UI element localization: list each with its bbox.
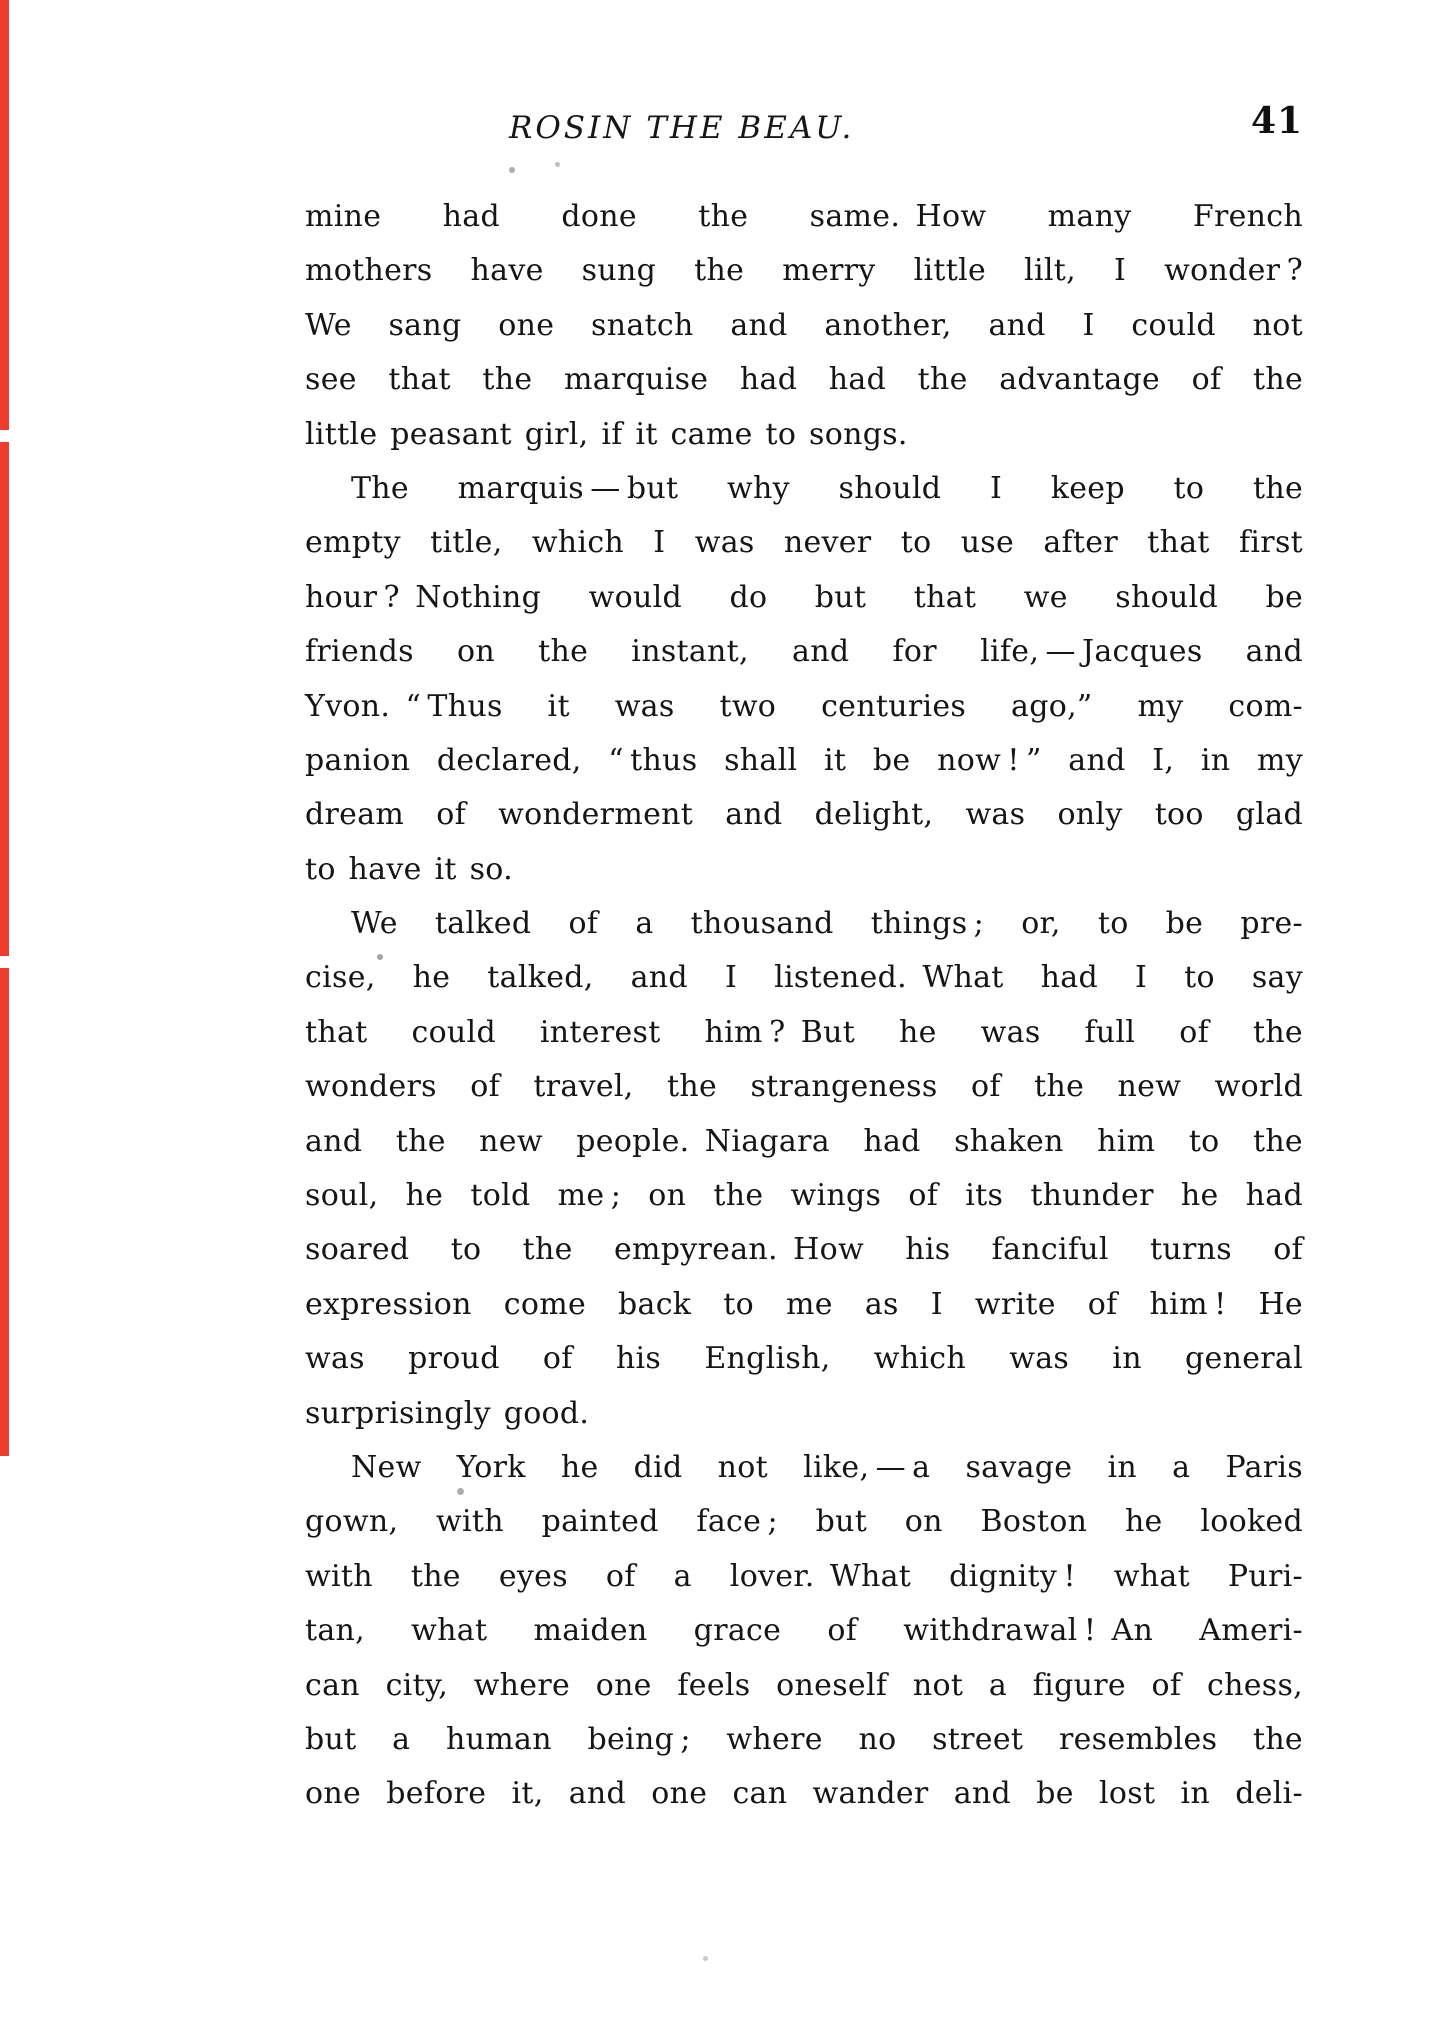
text-line: New York he did not like, — a savage in a Paris: [351, 1449, 1303, 1485]
running-title: ROSIN THE BEAU.: [509, 110, 855, 146]
text-line: surprisingly good.: [305, 1395, 590, 1431]
text-line: panion declared, “ thus shall it be now ! ” and I, in my: [305, 742, 1303, 778]
text-line: can city, where one feels oneself not a figure of chess,: [305, 1667, 1303, 1703]
text-line: wonders of travel, the strangeness of the new world: [305, 1069, 1303, 1105]
body-text: [305, 190, 1303, 1822]
text-line: friends on the instant, and for life, — Jacques and: [305, 634, 1303, 670]
edge-segment: [0, 0, 9, 430]
scan-speck: [555, 162, 560, 167]
text-line: We sang one snatch and another, and I could not: [305, 307, 1303, 343]
text-line: soared to the empyrean. How his fanciful turns of: [305, 1232, 1303, 1268]
text-line: The marquis — but why should I keep to the: [351, 470, 1303, 506]
text-line: empty title, which I was never to use after that first: [305, 525, 1303, 561]
page-number: 41: [1251, 100, 1304, 142]
text-line: one before it, and one can wander and be lost in deli-: [305, 1776, 1303, 1812]
text-line: mothers have sung the merry little lilt, I wonder ?: [305, 253, 1303, 289]
text-line: to have it so.: [305, 851, 513, 887]
text-line: dream of wonderment and delight, was only too glad: [305, 797, 1303, 833]
text-line: was proud of his English, which was in general: [305, 1341, 1303, 1377]
text-line: cise, he talked, and I listened. What had I to say: [305, 960, 1303, 996]
text-line: hour ? Nothing would do but that we should be: [305, 579, 1303, 615]
text-line: soul, he told me ; on the wings of its thunder he had: [305, 1178, 1303, 1214]
text-line: gown, with painted face ; but on Boston he looked: [305, 1504, 1303, 1540]
text-line: little peasant girl, if it came to songs.: [305, 416, 908, 452]
text-line: We talked of a thousand things ; or, to be pre-: [351, 906, 1303, 942]
edge-segment: [0, 968, 9, 1456]
text-line: with the eyes of a lover. What dignity ! what Puri-: [305, 1558, 1303, 1594]
scan-speck: [457, 1488, 464, 1495]
scan-speck: [377, 954, 383, 960]
edge-segment: [0, 442, 9, 956]
text-line: but a human being ; where no street resembles the: [305, 1721, 1303, 1757]
scan-speck: [703, 1956, 708, 1961]
scan-speck: [509, 167, 515, 173]
text-line: and the new people. Niagara had shaken him to the: [305, 1123, 1303, 1159]
text-line: see that the marquise had had the advantage of the: [305, 362, 1303, 398]
text-line: tan, what maiden grace of withdrawal ! An Ameri-: [305, 1613, 1303, 1649]
text-line: that could interest him ? But he was full of the: [305, 1014, 1303, 1050]
text-line: expression come back to me as I write of him ! He: [305, 1286, 1303, 1322]
text-line: mine had done the same. How many French: [305, 199, 1303, 234]
text-line: Yvon. “ Thus it was two centuries ago,” my com-: [305, 688, 1303, 724]
